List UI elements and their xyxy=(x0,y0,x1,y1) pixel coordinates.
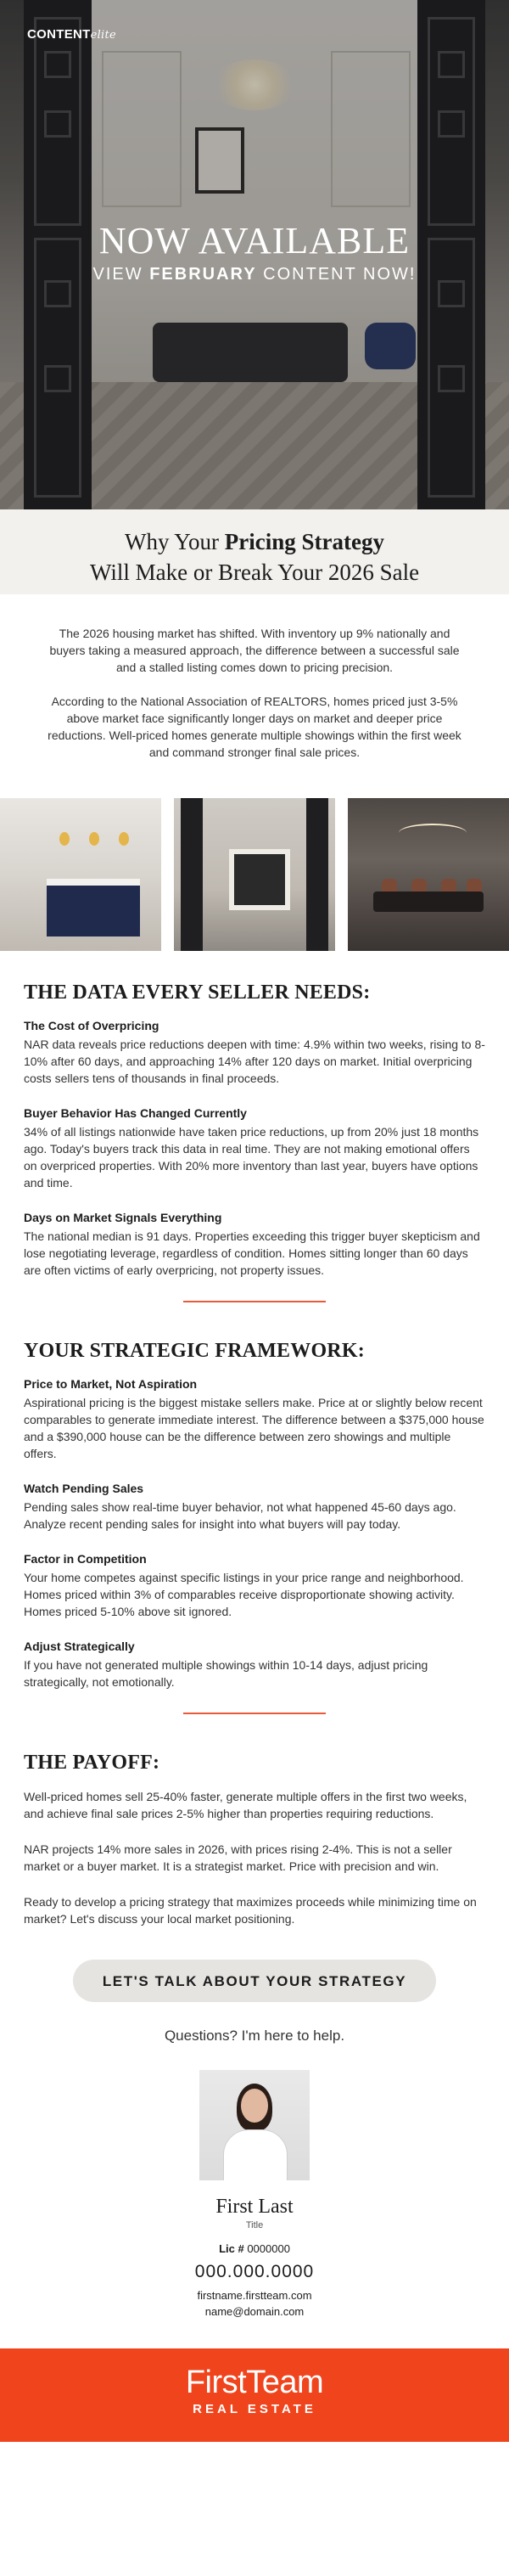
headline-band xyxy=(0,509,509,594)
framework-section xyxy=(0,1340,509,1714)
item-heading: Factor in Competition xyxy=(24,1552,147,1566)
item-heading: Price to Market, Not Aspiration xyxy=(24,1377,198,1391)
payoff-paragraph: Well-priced homes sell 25-40% faster, generate multiple offers in the first two weeks, and achieve final sale prices 2-5% higher than properties requiring reductions. xyxy=(24,1790,467,1820)
item-heading: Adjust Strategically xyxy=(24,1640,135,1653)
kitchen-photo xyxy=(0,798,161,951)
framework-item xyxy=(24,1376,485,1462)
data-item xyxy=(24,1018,485,1087)
talk-strategy-button[interactable]: LET'S TALK ABOUT YOUR STRATEGY xyxy=(73,1960,436,2002)
section-title: THE DATA EVERY SELLER NEEDS: xyxy=(24,981,371,1004)
agent-email-link[interactable]: name@domain.com xyxy=(204,2305,305,2318)
agent-license: Lic # 0000000 xyxy=(219,2242,290,2255)
footer-brand-bar[interactable] xyxy=(0,2348,509,2442)
dining-room-photo xyxy=(348,798,509,951)
data-item xyxy=(24,1210,485,1279)
payoff-section xyxy=(0,1752,509,1927)
hero-title: NOW AVAILABLE xyxy=(98,220,411,262)
framework-item xyxy=(24,1551,485,1620)
section-divider xyxy=(183,1713,326,1714)
payoff-paragraph: Ready to develop a pricing strategy that maximizes proceeds while minimizing time on market? Let's discuss your local market positioning. xyxy=(24,1895,477,1926)
photo-strip xyxy=(0,798,509,951)
item-body: Your home competes against specific listings in your price range and neighborhood. Homes priced within 3% of comparables receive disproportionate showing activity. Homes priced 5-10% above sit ignored. xyxy=(24,1571,464,1618)
agent-card xyxy=(0,2070,509,2320)
headline-line-1: Why Your Pricing Strategy xyxy=(125,529,384,554)
agent-phone[interactable]: 000.000.0000 xyxy=(194,2262,315,2281)
data-item xyxy=(24,1105,485,1191)
section-divider xyxy=(183,1301,326,1302)
agent-photo xyxy=(199,2070,310,2180)
cta-wrap xyxy=(0,1960,509,2002)
content-elite-logo: CONTENTelite xyxy=(27,27,117,42)
agent-name: First Last xyxy=(215,2196,294,2218)
item-heading: Buyer Behavior Has Changed Currently xyxy=(24,1106,247,1120)
living-room-photo xyxy=(174,798,335,951)
framework-item xyxy=(24,1639,485,1690)
intro-paragraph: The 2026 housing market has shifted. With inventory up 9% nationally and buyers taking a measured approach, the difference between a successful sale and a stalled listing comes down to pricing precision. xyxy=(49,627,460,674)
item-body: Pending sales show real-time buyer behavior, not what happened 45-60 days ago. Analyze recent pending sales for insight into what buyers will pay today. xyxy=(24,1500,456,1531)
framework-item xyxy=(24,1481,485,1533)
firstteam-logo: FirstTeam xyxy=(185,2365,324,2400)
item-body: The national median is 91 days. Properties exceeding this trigger buyer skepticism and lose negotiating leverage, regardless of condition. Homes sitting longer than 60 days are often victims of early overpricing, not property issues. xyxy=(24,1229,480,1277)
intro-paragraph: According to the National Association of REALTORS, homes priced just 3-5% above market face significantly longer days on market and deeper price reductions. Well-priced homes generate multiple showings within the first week and command stronger final sale prices. xyxy=(48,695,461,759)
help-text: Questions? I'm here to help. xyxy=(164,2028,345,2044)
intro-text xyxy=(0,594,509,793)
hero-banner[interactable] xyxy=(0,0,509,509)
firstteam-tagline: REAL ESTATE xyxy=(193,2402,316,2416)
hero-subtitle[interactable]: VIEW FEBRUARY CONTENT NOW! xyxy=(92,265,417,284)
data-section xyxy=(0,981,509,1302)
item-heading: Days on Market Signals Everything xyxy=(24,1211,222,1224)
item-body: If you have not generated multiple showings within 10-14 days, adjust pricing strategically, not emotionally. xyxy=(24,1658,428,1689)
item-body: NAR data reveals price reductions deepen with time: 4.9% within two weeks, rising to 8-10% after 60 days, and approaching 14% after 120 days on market. Initial overpricing costs sellers tens of thousands in final proceeds. xyxy=(24,1038,485,1085)
item-heading: The Cost of Overpricing xyxy=(24,1019,159,1032)
agent-website-link[interactable]: firstname.firstteam.com xyxy=(197,2289,312,2302)
section-title: YOUR STRATEGIC FRAMEWORK: xyxy=(24,1340,365,1362)
section-title: THE PAYOFF: xyxy=(24,1752,160,1774)
item-body: 34% of all listings nationwide have taken price reductions, up from 20% just 18 months ago. Today's buyers track this data in real time. They are not making emotional offers on overpriced properties. With 20% more inventory than last year, buyers have options and time. xyxy=(24,1125,479,1190)
item-heading: Watch Pending Sales xyxy=(24,1482,144,1495)
item-body: Aspirational pricing is the biggest mistake sellers make. Price at or slightly below recent comparables to generate immediate interest. The difference between a $375,000 house and a $390,000 house can be the difference between zero showings and multiple offers. xyxy=(24,1396,484,1460)
headline-line-2: Will Make or Break Your 2026 Sale xyxy=(89,560,420,585)
agent-title: Title xyxy=(245,2220,264,2230)
payoff-paragraph: NAR projects 14% more sales in 2026, with prices rising 2-4%. This is not a seller market or a buyer market. It is a strategist market. Price with precision and win. xyxy=(24,1842,452,1873)
